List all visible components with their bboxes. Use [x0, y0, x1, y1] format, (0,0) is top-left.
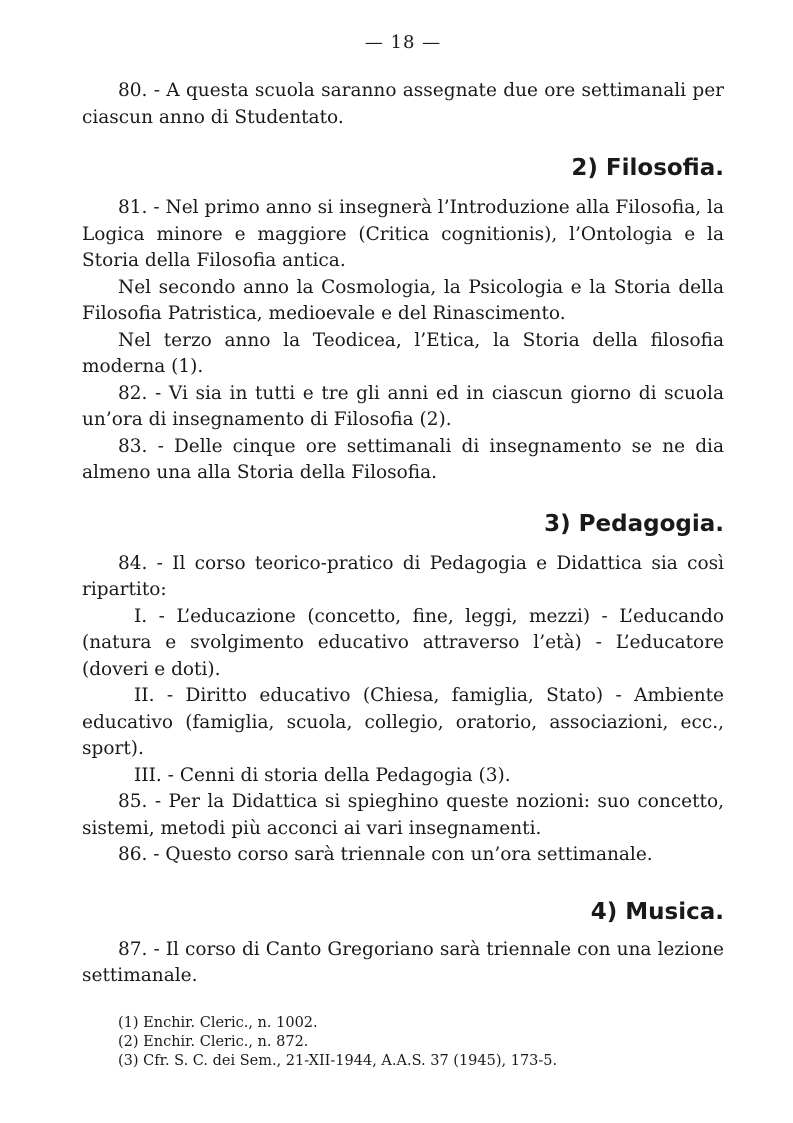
footnote-1: (1) Enchir. Cleric., n. 1002. — [118, 1014, 318, 1031]
paragraph-87: 87. - Il corso di Canto Gregoriano sarà triennale con una lezione settimanale. — [82, 938, 724, 986]
footnote-2: (2) Enchir. Cleric., n. 872. — [118, 1033, 309, 1050]
page-number: — 18 — — [364, 32, 442, 53]
list-item-III: III. - Cenni di storia della Pedagogia (3). — [134, 764, 511, 786]
paragraph-82: 82. - Vi sia in tutti e tre gli anni ed in ciascun giorno di scuola un’ora di insegnamento di Filosofia (2). — [82, 382, 724, 430]
document-page — [82, 30, 724, 1071]
footnotes — [82, 1014, 724, 1071]
list-item-II: II. - Diritto educativo (Chiesa, famiglia, Stato) - Ambiente educativo (famiglia, scuola, collegio, oratorio, associazioni, ecc., sport). — [82, 685, 724, 759]
footnote-3: (3) Cfr. S. C. dei Sem., 21-XII-1944, A.A.S. 37 (1945), 173-5. — [118, 1052, 558, 1069]
list-item-I: I. - L’educazione (concetto, fine, leggi, mezzi) - L’educando (natura e svolgimento educativo attraverso l’età) - L’educatore (doveri e doti). — [82, 605, 724, 680]
paragraph-81: 81. - Nel primo anno si insegnerà l’Introduzione alla Filosofia, la Logica minore e maggiore (Critica cognitionis), l’Ontologia e la Storia della Filosofia antica. — [82, 197, 724, 271]
section-heading-filosofia: 2) Filosofia. — [571, 155, 724, 181]
paragraph-terzo-anno: Nel terzo anno la Teodicea, l’Etica, la Storia della filosofia moderna (1). — [82, 329, 724, 377]
paragraph-86: 86. - Questo corso sarà triennale con un’ora settimanale. — [118, 844, 653, 865]
paragraph-84: 84. - Il corso teorico-pratico di Pedagogia e Didattica sia così ripartito: — [82, 552, 724, 600]
section-heading-musica: 4) Musica. — [590, 898, 724, 925]
paragraph-80: 80. - A questa scuola saranno assegnate due ore settimanali per ciascun anno di Studentato. — [82, 80, 724, 128]
paragraph-85: 85. - Per la Didattica si spieghino queste nozioni: suo concetto, sistemi, metodi più acconci ai vari insegnamenti. — [82, 791, 724, 839]
paragraph-83: 83. - Delle cinque ore settimanali di insegnamento se ne dia almeno una alla Storia della Filosofia. — [82, 435, 724, 483]
paragraph-secondo-anno: Nel secondo anno la Cosmologia, la Psicologia e la Storia della Filosofia Patristica, medioevale e del Rinascimento. — [82, 276, 724, 324]
section-heading-pedagogia: 3) Pedagogia. — [544, 510, 724, 537]
